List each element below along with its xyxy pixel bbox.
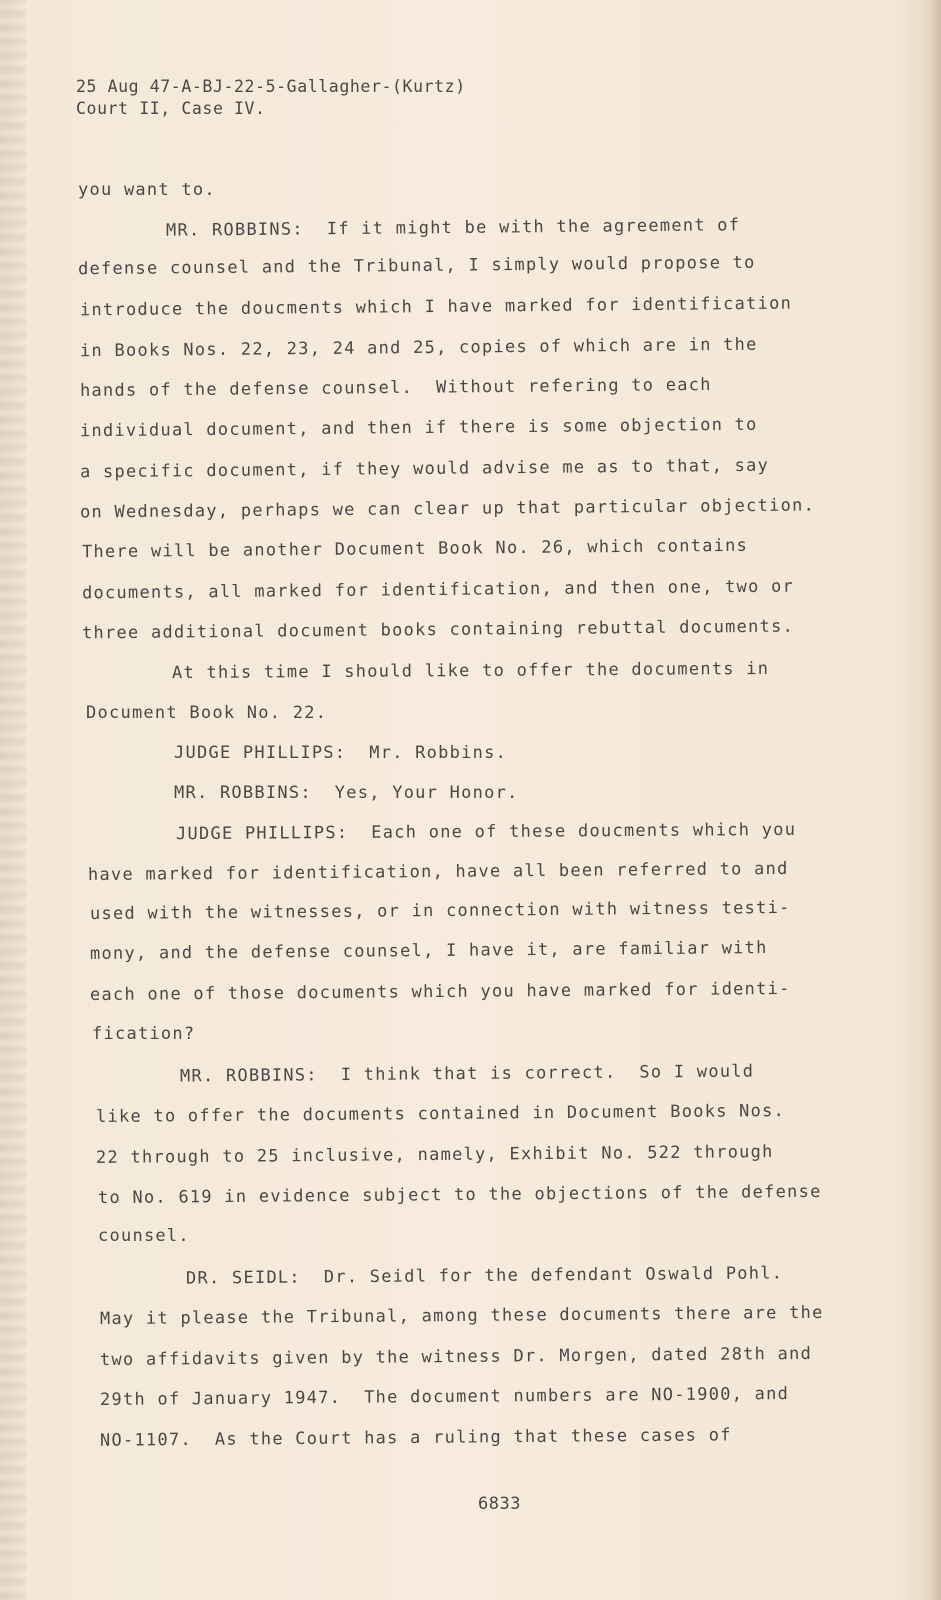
text-line: NO-1107. As the Court has a ruling that these cases of (99, 1425, 732, 1451)
text-line: MR. ROBBINS: Yes, Your Honor. (174, 783, 519, 803)
text-line: a specific document, if they would advise me as to that, say (79, 455, 770, 483)
text-line: At this time I should like to offer the documents in (171, 658, 770, 684)
text-line: introduce the doucments which I have marked for identification (79, 293, 793, 321)
text-line: you want to. (78, 180, 216, 200)
text-line: like to offer the documents contained in Document Books Nos. (95, 1100, 786, 1128)
text-line: DR. SEIDL: Dr. Seidl for the defendant Oswald Pohl. (185, 1263, 784, 1289)
text-line: 29th of January 1947. The document numbers are NO-1900, and (99, 1383, 790, 1411)
text-line: There will be another Document Book No. 26, which contains (81, 535, 749, 563)
text-line: documents, all marked for identification, and then one, two or (81, 576, 795, 604)
text-line: JUDGE PHILLIPS: Each one of these doucments which you (175, 819, 797, 845)
text-line: hands of the defense counsel. Without refering to each (79, 374, 712, 402)
page-right-edge (927, 0, 941, 1600)
header-reference: 25 Aug 47-A-BJ-22-5-Gallagher-(Kurtz) (76, 77, 466, 96)
torn-left-edge (0, 0, 26, 1600)
text-line: on Wednesday, perhaps we can clear up that particular objection. (79, 495, 816, 523)
text-line: mony, and the defense counsel, I have it, are familiar with (89, 938, 768, 964)
text-line: to No. 619 in evidence subject to the objections of the defense (97, 1181, 822, 1209)
text-line: counsel. (98, 1226, 190, 1246)
text-line: fication? (92, 1024, 196, 1044)
text-line: each one of those documents which you have marked for identi- (89, 978, 791, 1006)
document-header (76, 76, 466, 120)
text-line: MR. ROBBINS: I think that is correct. So I would (179, 1061, 755, 1087)
text-line: used with the witnesses, or in connection with witness testi- (89, 897, 791, 925)
text-line: 22 through to 25 inclusive, namely, Exhibit No. 522 through (95, 1142, 774, 1168)
header-court-case: Court II, Case IV. (76, 99, 266, 118)
text-line: have marked for identification, have all been referred to and (87, 858, 789, 886)
page-number: 6833 (478, 1494, 521, 1514)
text-line: three additional document books containing rebuttal documents. (81, 616, 795, 644)
text-line: individual document, and then if there is some objection to (79, 414, 758, 442)
text-line: two affidavits given by the witness Dr. Morgen, dated 28th and (99, 1343, 813, 1371)
text-line: defense counsel and the Tribunal, I simply would propose to (77, 252, 756, 280)
text-line: in Books Nos. 22, 23, 24 and 25, copies of which are in the (79, 334, 758, 362)
text-line: Document Book No. 22. (86, 703, 328, 723)
text-line: JUDGE PHILLIPS: Mr. Robbins. (174, 743, 508, 763)
text-line: MR. ROBBINS: If it might be with the agreement of (165, 215, 741, 241)
text-line: May it please the Tribunal, among these documents there are the (99, 1302, 824, 1330)
